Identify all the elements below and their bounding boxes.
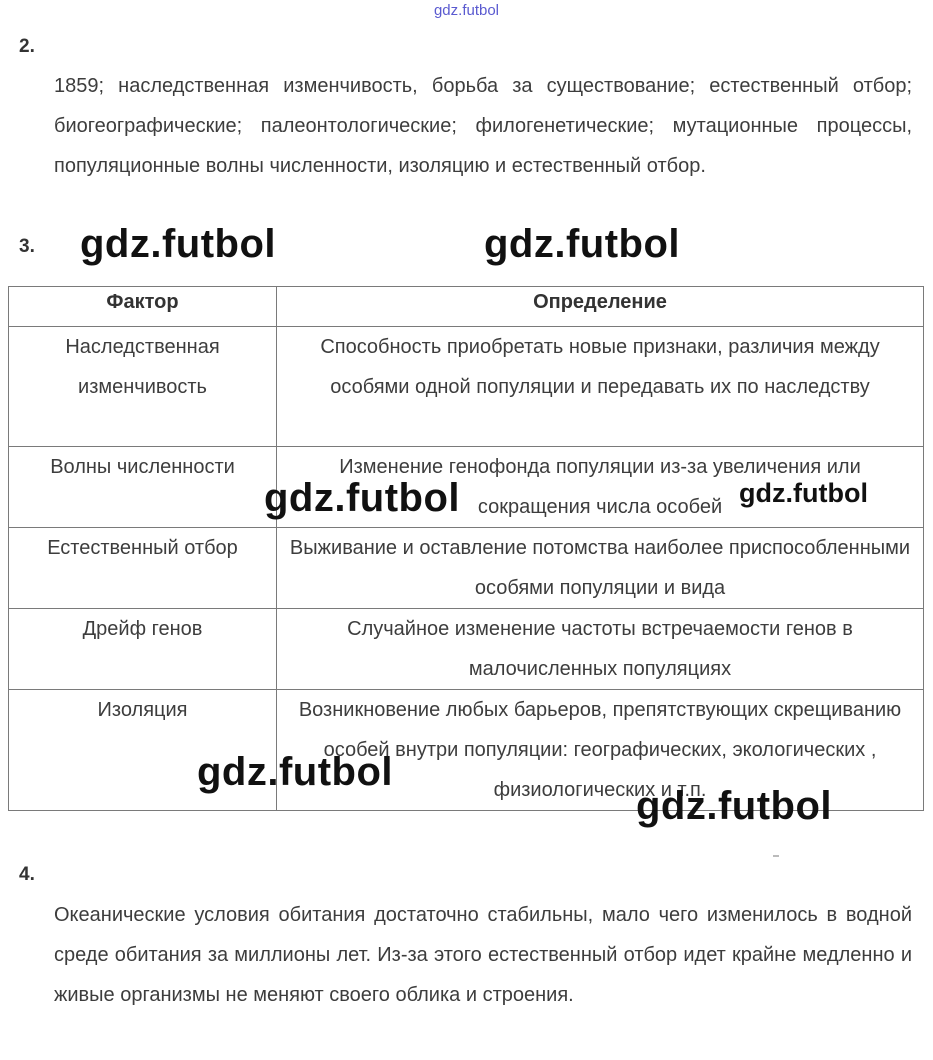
section-3-number: 3. [19,236,35,257]
definition-cell: Выживание и оставление потомства наиболее приспособленными особями популяции и вида [277,528,924,609]
table-row [9,327,924,447]
section-2-text: 1859; наследственная изменчивость, борьба за существование; естественный отбор; биогеографические; палеонтологические; филогенетические; мутационные процессы, популяционные волны численности, изоляцию и естественный отбор. [54,75,912,177]
top-watermark: gdz.futbol [433,2,500,19]
definition-cell: Способность приобретать новые признаки, различия между особями одной популяции и передавать их по наследству [277,327,924,447]
factors-table [8,286,924,811]
watermark: gdz.futbol [197,750,394,794]
factor-cell: Волны численности [9,447,277,528]
section-4-text: Океанические условия обитания достаточно стабильны, мало чего изменилось в водной среде обитания за миллионы лет. Из-за этого естественный отбор идет крайне медленно и живые организмы не меняют своего облика и строения. [54,904,912,1006]
stray-mark [773,855,779,857]
definition-cell: Случайное изменение частоты встречаемости генов в малочисленных популяциях [277,609,924,690]
watermark: gdz.futbol [636,784,833,828]
table-header-row [9,287,924,327]
watermark: gdz.futbol [484,222,681,266]
header-definition: Определение [277,287,924,327]
watermark: gdz.futbol [80,222,277,266]
watermark: gdz.futbol [739,478,868,508]
factor-cell: Наследственная изменчивость [9,327,277,447]
section-2-number: 2. [19,36,35,57]
section-4-number: 4. [19,864,35,885]
table-row [9,609,924,690]
definition-cell: Возникновение любых барьеров, препятствующих скрещиванию особей внутри популяции: географических, экологических , физиологических и т.п. [277,690,924,811]
watermark: gdz.futbol [264,476,461,520]
table-row [9,528,924,609]
factor-cell: Изоляция [9,690,277,811]
factor-cell: Дрейф генов [9,609,277,690]
factor-cell: Естественный отбор [9,528,277,609]
definition-cell: Изменение генофонда популяции из-за увеличения или сокращения числа особей [277,447,924,528]
header-factor: Фактор [9,287,277,327]
